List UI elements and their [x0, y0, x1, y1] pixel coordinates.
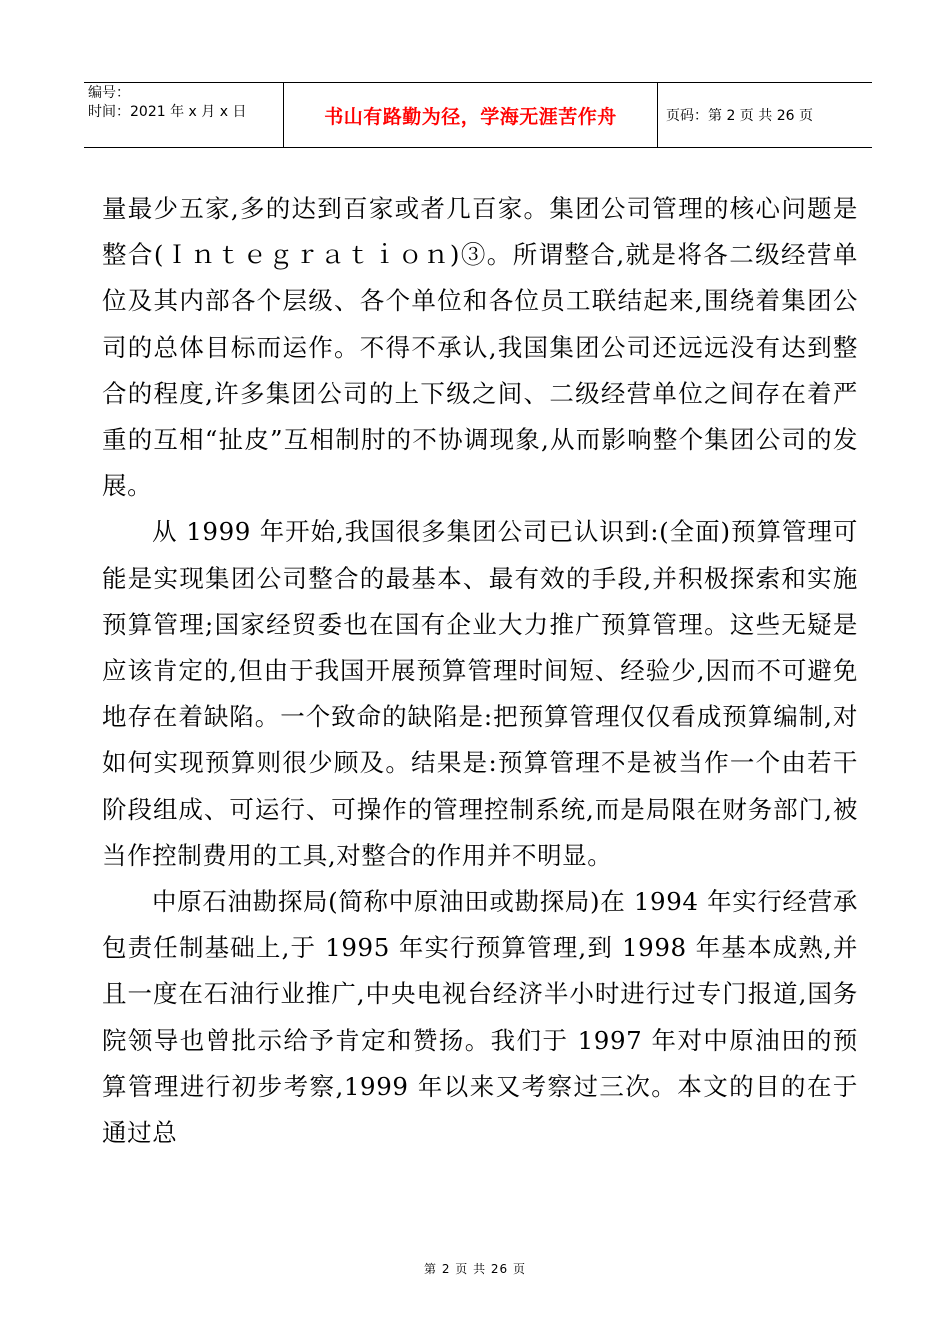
- document-time-label: 时间：2021 年 x 月 x 日: [88, 104, 247, 120]
- body-paragraph-2: 从 1999 年开始,我国很多集团公司已认识到:(全面)预算管理可能是实现集团公司整合的最基本、最有效的手段,并积极探索和实施预算管理;国家经贸委也在国有企业大力推广预算管理。这些无疑是应该肯定的,但由于我国开展预算管理时间短、经验少,因而不可避免地存在着缺陷。一个致命的缺陷是:把预算管理仅仅看成预算编制,对如何实现预算则很少顾及。结果是:预算管理不是被当作一个由若干阶段组成、可运行、可操作的管理控制系统,而是局限在财务部门,被当作控制费用的工具,对整合的作用并不明显。: [102, 517, 858, 870]
- page-header: [84, 82, 872, 148]
- body-paragraph-3: 中原石油勘探局(简称中原油田或勘探局)在 1994 年实行经营承包责任制基础上,于 1995 年实行预算管理,到 1998 年基本成熟,并且一度在石油行业推广,中央电视台经济半小时进行过专门报道,国务院领导也曾批示给予肯定和赞扬。我们于 1997 年对中原油田的预算管理进行初步考察,1999 年以来又考察过三次。本文的目的在于通过总: [102, 887, 858, 1148]
- header-meta-cell: [84, 83, 284, 147]
- header-motto: 书山有路勤为径，学海无涯苦作舟: [284, 83, 658, 147]
- page-footer: 第 2 页 共 26 页: [424, 1262, 526, 1276]
- document-body: [102, 186, 858, 1156]
- body-paragraph-1: 量最少五家,多的达到百家或者几百家。集团公司管理的核心问题是整合(Ｉｎｔｅｇｒａｔｉｏｎ)③。所谓整合,就是将各二级经营单位及其内部各个层级、各个单位和各位员工联结起来,围绕着集团公司的总体目标而运作。不得不承认,我国集团公司还远远没有达到整合的程度,许多集团公司的上下级之间、二级经营单位之间存在着严重的互相“扯皮”互相制肘的不协调现象,从而影响整个集团公司的发展。: [102, 194, 858, 501]
- document-number-label: 编号：: [88, 85, 130, 101]
- header-page-code: 页码：第 2 页 共 26 页: [666, 108, 813, 124]
